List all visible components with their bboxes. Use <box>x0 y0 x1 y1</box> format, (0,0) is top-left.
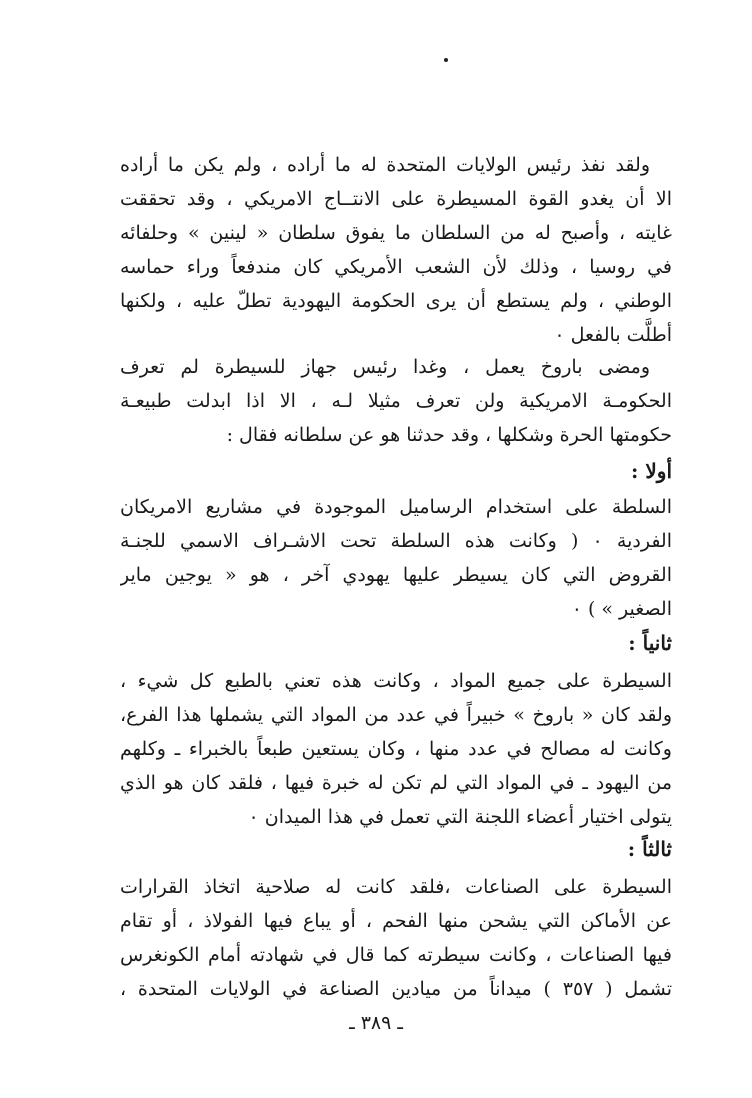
text-line: السيطرة على الصناعات ،فلقد كانت له صلاحية اتخاذ القرارات <box>120 876 672 898</box>
text-line: من اليهود ـ في المواد التي لم تكن له خبرة فيها ، فلقد كان هو الذي <box>120 772 672 794</box>
text-line: الفردية ٠ ( وكانت هذه السلطة تحت الاشـراف الاسمي للجنـة <box>120 530 672 552</box>
page-number: ـ ٣٨٩ ـ <box>349 1012 403 1034</box>
text-line: ولقد كان « باروخ » خبيراً في عدد من المواد التي يشملها هذا الفرع، <box>120 704 672 726</box>
text-line: ولقد نفذ رئيس الولايات المتحدة له ما أراده ، ولم يكن ما أراده <box>120 154 650 176</box>
paragraph-3 <box>120 490 672 626</box>
text-line: الحكومـة الامريكية ولن تعرف مثيلا لـه ، الا اذا ابدلت طبيعـة <box>120 390 672 412</box>
section-heading-third: ثالثاً : <box>627 837 672 861</box>
paragraph-1 <box>120 148 672 352</box>
text-line: الا أن يغدو القوة المسيطرة على الانتــاج الامريكي ، وقد تحققت <box>120 188 672 210</box>
text-line: السيطرة على جميع المواد ، وكانت هذه تعني بالطبع كل شيء ، <box>120 670 672 692</box>
text-line: عن الأماكن التي يشحن منها الفحم ، أو يباع فيها الفولاذ ، أو تقام <box>120 910 672 932</box>
text-line: تشمل ( ٣٥٧ ) ميداناً من ميادين الصناعة في الولايات المتحدة ، <box>120 978 672 1000</box>
text-line: السلطة على استخدام الرساميل الموجودة في مشاريع الامريكان <box>120 496 672 518</box>
text-line: يتولى اختيار أعضاء اللجنة التي تعمل في هذا الميدان ٠ <box>248 806 672 828</box>
paragraph-2 <box>120 350 672 452</box>
text-line: القروض التي كان يسيطر عليها يهودي آخر ، هو « يوجين ماير <box>120 564 672 586</box>
text-line: غايته ، وأصبح له من السلطان ما يفوق سلطان « لينين » وحلفائه <box>120 222 672 244</box>
paragraph-4 <box>120 664 672 834</box>
paragraph-5 <box>120 870 672 1006</box>
text-line: فيها الصناعات ، وكانت سيطرته كما قال في شهادته أمام الكونغرس <box>120 944 672 966</box>
text-line: أطلَّت بالفعل ٠ <box>554 324 672 346</box>
section-heading-second: ثانياً : <box>628 631 672 655</box>
text-line: الصغير » ) ٠ <box>571 598 672 620</box>
text-line: ومضى باروخ يعمل ، وغدا رئيس جهاز للسيطرة لم تعرف <box>120 356 650 378</box>
text-line: وكانت له مصالح في عدد منها ، وكان يستعين طبعاً بالخبراء ـ وكلهم <box>120 738 672 760</box>
text-line: حكومتها الحرة وشكلها ، وقد حدثنا هو عن سلطانه فقال : <box>226 424 672 446</box>
text-line: في روسيا ، وذلك لأن الشعب الأمريكي كان مندفعاً وراء حماسه <box>120 256 672 278</box>
text-line: الوطني ، ولم يستطع أن يرى الحكومة اليهودية تطلّ عليه ، ولكنها <box>120 290 672 312</box>
section-heading-first: أولا : <box>631 459 672 483</box>
page-mark <box>444 58 448 62</box>
